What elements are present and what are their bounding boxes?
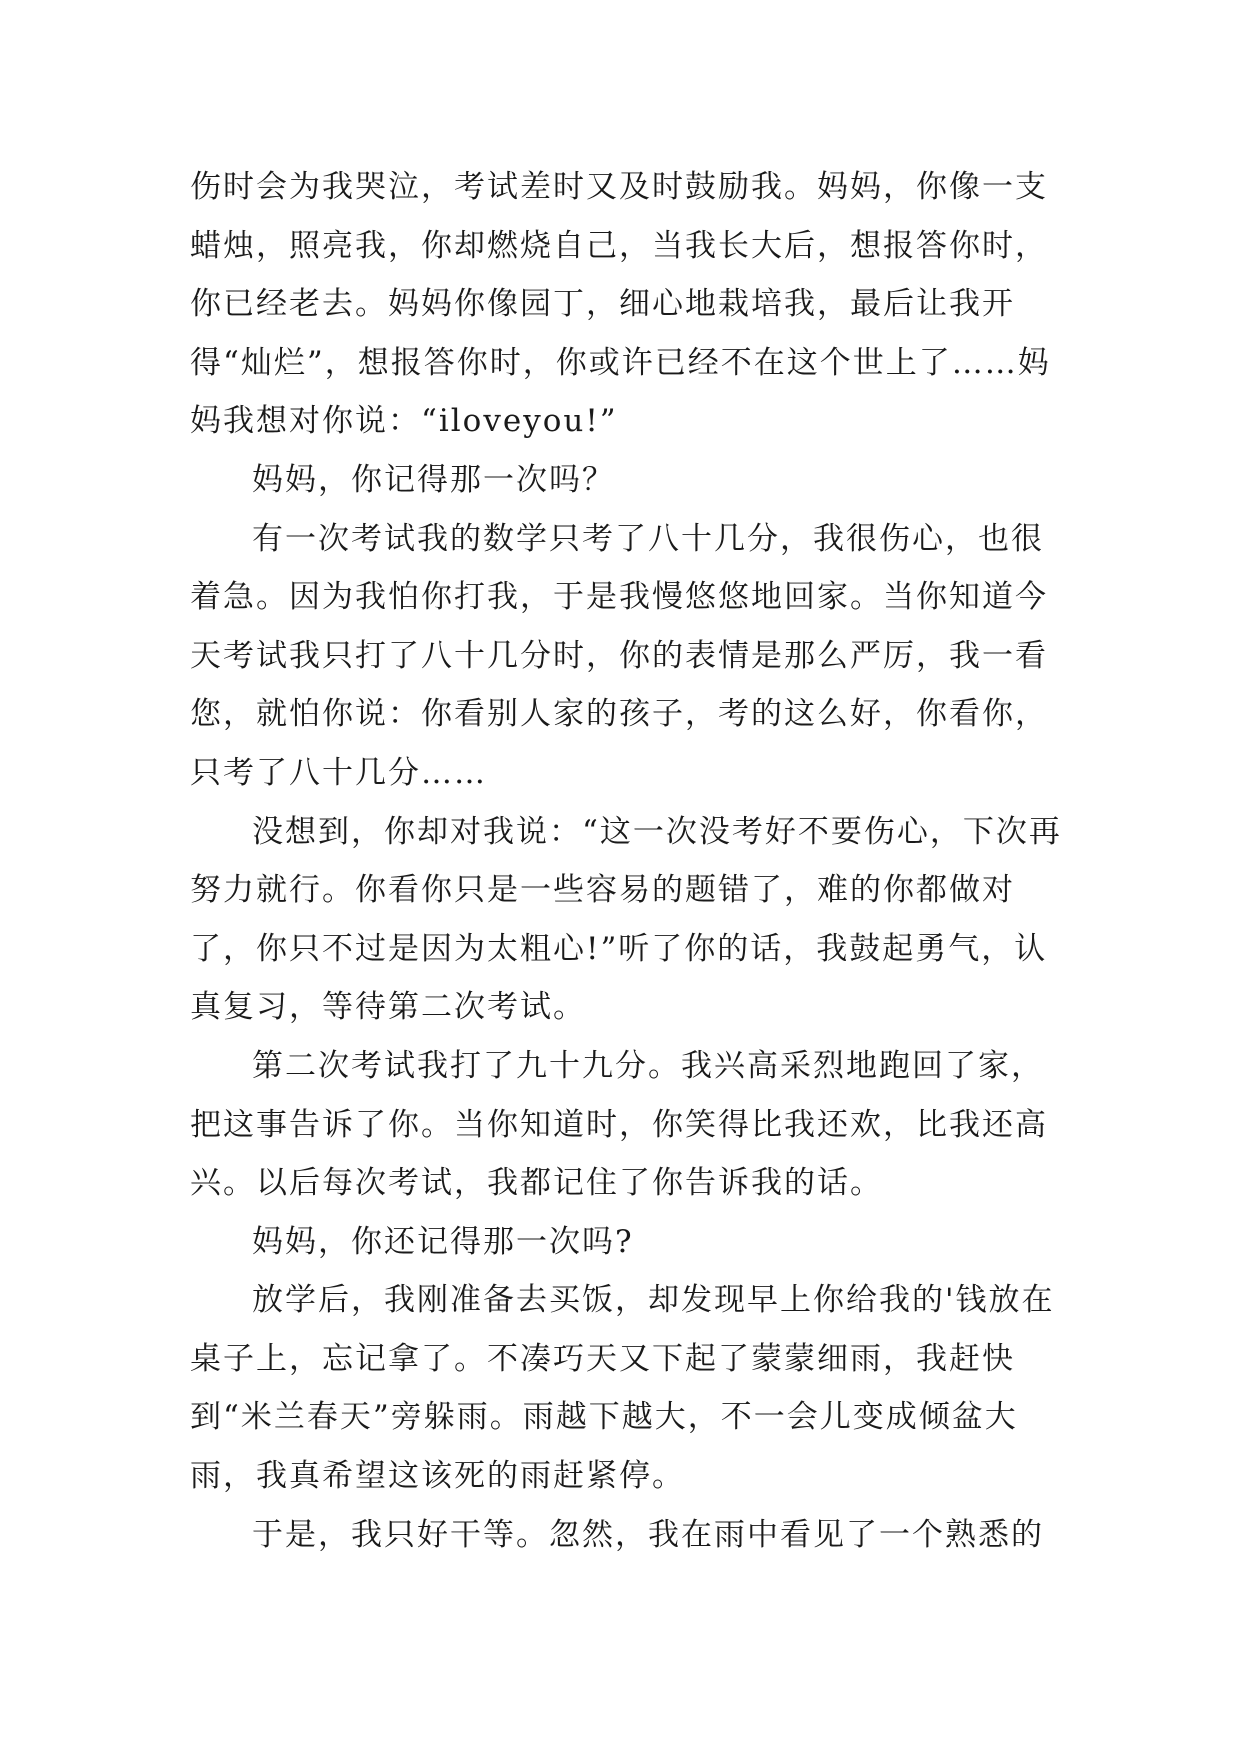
paragraph: 第二次考试我打了九十九分。我兴高采烈地跑回了家，把这事告诉了你。当你知道时，你笑得比我还欢，比我还高兴。以后每次考试，我都记住了你告诉我的话。 [190, 1047, 1048, 1202]
paragraph: 妈妈，你还记得那一次吗? [252, 1223, 634, 1260]
paragraph: 伤时会为我哭泣，考试差时又及时鼓励我。妈妈，你像一支蜡烛，照亮我，你却燃烧自己，当我长大后，想报答你时，你已经老去。妈妈你像园丁，细心地栽培我，最后让我开得“灿烂”，想报答你时，你或许已经不在这个世上了……妈妈我想对你说：“iloveyou!” [190, 169, 1051, 440]
paragraph: 妈妈，你记得那一次吗？ [252, 461, 615, 498]
paragraph: 于是，我只好干等。忽然，我在雨中看见了一个熟悉的 [252, 1516, 1044, 1553]
paragraph: 有一次考试我的数学只考了八十几分，我很伤心，也很着急。因为我怕你打我，于是我慢悠悠地回家。当你知道今天考试我只打了八十几分时，你的表情是那么严厉，我一看您，就怕你说：你看别人家的孩子，考的这么好，你看你，只考了八十几分…… [190, 520, 1048, 791]
paragraph: 放学后，我刚准备去买饭，却发现早上你给我的'钱放在桌子上，忘记拿了。不凑巧天又下起了蒙蒙细雨，我赶快到“米兰春天”旁躲雨。雨越下越大，不一会儿变成倾盆大雨，我真希望这该死的雨赶紧停。 [190, 1282, 1055, 1495]
paragraph: 没想到，你却对我说：“这一次没考好不要伤心，下次再努力就行。你看你只是一些容易的题错了，难的你都做对了，你只不过是因为太粗心!”听了你的话，我鼓起勇气，认真复习，等待第二次考试。 [190, 813, 1062, 1026]
body-text [190, 158, 1070, 1564]
